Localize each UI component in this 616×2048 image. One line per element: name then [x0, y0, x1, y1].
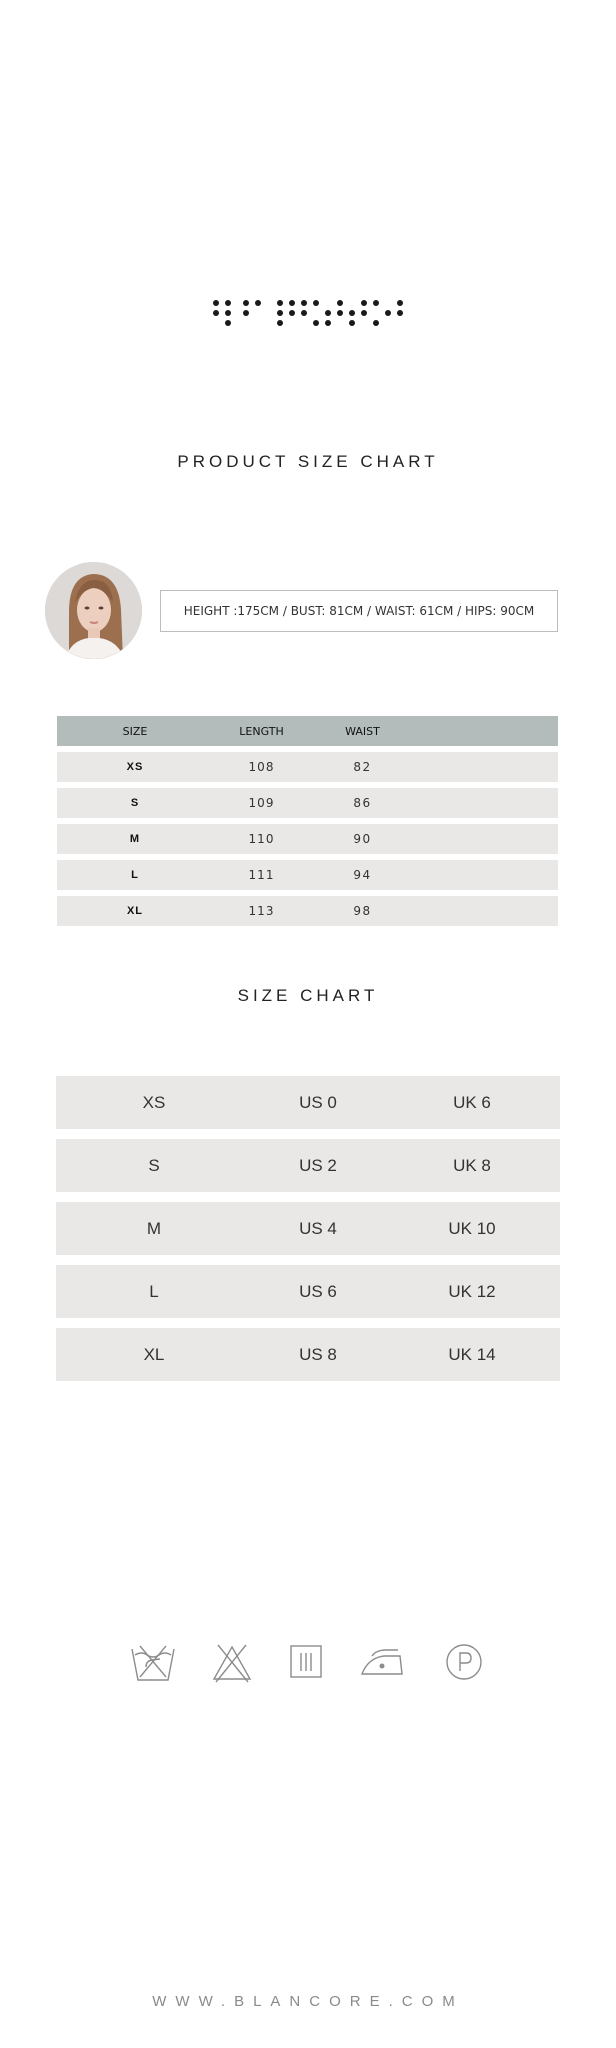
- row-length: 111: [248, 868, 275, 882]
- care-icons: [0, 1643, 616, 1683]
- conversion-size: S: [148, 1155, 160, 1175]
- do-not-bleach-icon: [210, 1643, 254, 1683]
- header-length: LENGTH: [239, 724, 284, 738]
- conversion-us: US 4: [299, 1218, 337, 1238]
- row-waist: 82: [353, 760, 372, 774]
- row-size: XL: [126, 905, 144, 917]
- row-waist: 94: [353, 868, 372, 882]
- conversion-size: XS: [142, 1092, 166, 1112]
- row-size: M: [129, 833, 141, 845]
- row-waist: 90: [353, 832, 372, 846]
- table-row: [57, 896, 558, 926]
- model-portrait-icon: [45, 562, 142, 659]
- professional-dry-clean-icon: [445, 1643, 483, 1681]
- conversion-uk: UK 12: [448, 1281, 496, 1301]
- table-row: [57, 752, 558, 782]
- size-conversion-table: [56, 1076, 560, 1391]
- row-length: 108: [248, 760, 275, 774]
- row-size: XS: [126, 761, 144, 773]
- conversion-us: US 8: [299, 1344, 337, 1364]
- iron-low-heat-icon: [360, 1643, 404, 1679]
- model-avatar: [45, 562, 142, 659]
- row-size: L: [131, 869, 139, 881]
- conversion-uk: UK 10: [448, 1218, 496, 1238]
- conversion-uk: UK 6: [453, 1092, 491, 1112]
- model-measurements: HEIGHT :175CM / BUST: 81CM / WAIST: 61CM / HIPS: 90CM: [160, 590, 558, 632]
- website-footer[interactable]: WWW.BLANCORE.COM: [152, 1993, 464, 2010]
- dry-flat-icon: [290, 1643, 322, 1679]
- table-row: [56, 1139, 560, 1192]
- table-row: [56, 1328, 560, 1381]
- conversion-uk: UK 8: [453, 1155, 491, 1175]
- header-waist: WAIST: [345, 724, 380, 738]
- braille-logo: [0, 300, 616, 328]
- row-waist: 86: [353, 796, 372, 810]
- measurement-table-header: [57, 716, 558, 746]
- conversion-us: US 6: [299, 1281, 337, 1301]
- table-row: [56, 1265, 560, 1318]
- row-size: S: [130, 797, 140, 809]
- conversion-us: US 2: [299, 1155, 337, 1175]
- table-row: [57, 788, 558, 818]
- braille-logo-icon: [213, 300, 403, 328]
- product-size-chart-title: PRODUCT SIZE CHART: [177, 452, 439, 471]
- measurement-table: [57, 716, 558, 926]
- header-size: SIZE: [122, 724, 148, 738]
- conversion-size: M: [146, 1218, 162, 1238]
- conversion-size: XL: [143, 1344, 165, 1364]
- table-row: [57, 824, 558, 854]
- row-waist: 98: [353, 904, 372, 918]
- table-row: [57, 860, 558, 890]
- row-length: 110: [248, 832, 275, 846]
- conversion-uk: UK 14: [448, 1344, 496, 1364]
- row-length: 109: [248, 796, 275, 810]
- size-chart-title: SIZE CHART: [237, 986, 379, 1005]
- table-row: [56, 1076, 560, 1129]
- table-row: [56, 1202, 560, 1255]
- hand-wash-icon: [130, 1643, 176, 1683]
- conversion-size: L: [149, 1281, 159, 1301]
- row-length: 113: [248, 904, 275, 918]
- conversion-us: US 0: [299, 1092, 337, 1112]
